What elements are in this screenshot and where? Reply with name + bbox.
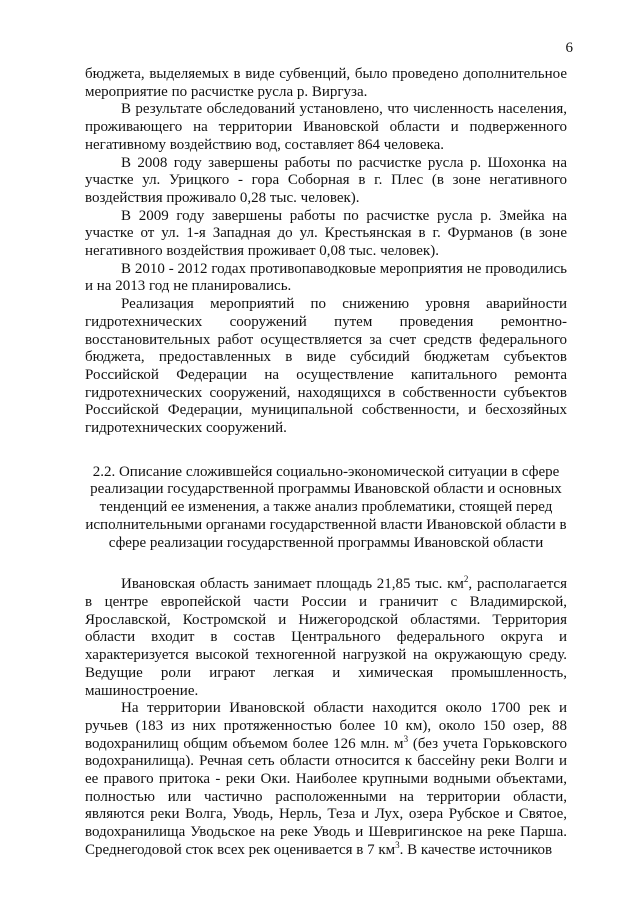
paragraph: бюджета, выделяемых в виде субвенций, было проведено дополнительное мероприятие по расчистке русла р. Виргуза. xyxy=(85,66,567,100)
paragraph: В 2009 году завершены работы по расчистке русла р. Змейка на участке от ул. 1-я Западная до ул. Крестьянская в г. Фурманов (в зоне негативного воздействия проживает 0,08 тыс. человек). xyxy=(85,207,567,260)
text-fragment: На территории Ивановской области находится около 1700 рек и ручьев (183 из них протяженностью более 10 км), около 150 озер, 88 водохранилищ общим объемом более 126 млн. м xyxy=(85,700,567,752)
superscript: 3 xyxy=(403,733,409,744)
text-fragment: Ивановская область занимает площадь 21,85 тыс. км xyxy=(121,576,464,593)
paragraph-rivers xyxy=(85,700,567,859)
section-heading: 2.2. Описание сложившейся социально-экономической ситуации в сфере реализации государственной программы Ивановской области и основных тенденций ее изменения, а также анализ проблематики, стоящей перед исполнительными органами государственной власти Ивановской области в сфере реализации государственной программы Ивановской области xyxy=(85,463,567,551)
superscript: 2 xyxy=(463,574,469,585)
superscript: 3 xyxy=(395,839,400,850)
text-fragment: . В качестве источников xyxy=(399,841,553,858)
paragraph: В результате обследований установлено, что численность населения, проживающего на территории Ивановской области и подверженного негативному воздействию вод, составляет 864 человека. xyxy=(85,101,567,153)
page-number: 6 xyxy=(565,40,573,56)
paragraph: В 2008 году завершены работы по расчистке русла р. Шохонка на участке ул. Урицкого - гора Соборная в г. Плес (в зоне негативного воздействия проживало 0,28 тыс. человек). xyxy=(85,154,567,206)
paragraph-area xyxy=(85,576,567,700)
paragraph: В 2010 - 2012 годах противопаводковые мероприятия не проводились и на 2013 год не планировались. xyxy=(85,260,567,295)
document-body xyxy=(85,66,567,860)
text-fragment: (без учета Горьковского водохранилища). Речная сеть области относится к бассейну реки Волги и ее правого притока - реки Оки. Наиболее крупными водными объектами, полностью или частично расположенными на территории области, являются реки Волга, Уводь, Нерль, Теза и Лух, озера Рубское и Святое, водохранилища Уводьское на реке Уводь и Шевригинское на реке Парша. Среднегодовой сток всех рек оценивается в 7 км xyxy=(85,735,567,858)
paragraph: Реализация мероприятий по снижению уровня аварийности гидротехнических сооружений путем проведения ремонтно-восстановительных работ осуществляется за счет средств федерального бюджета, предоставленных в виде субсидий бюджетам субъектов Российской Федерации на осуществление капитального ремонта гидротехнических сооружений, находящихся в собственности субъектов Российской Федерации, муниципальной собственности, и бесхозяйных гидротехнических сооружений. xyxy=(85,296,567,437)
text-fragment: , располагается в центре европейской части России и граничит с Владимирской, Ярославской, Костромской и Нижегородской областями. Территория области входит в состав Центрального федерального округа и характеризуется высокой техногенной нагрузкой на окружающую среду. Ведущие роли играют легкая и химическая промышленность, машиностроение. xyxy=(85,576,567,699)
